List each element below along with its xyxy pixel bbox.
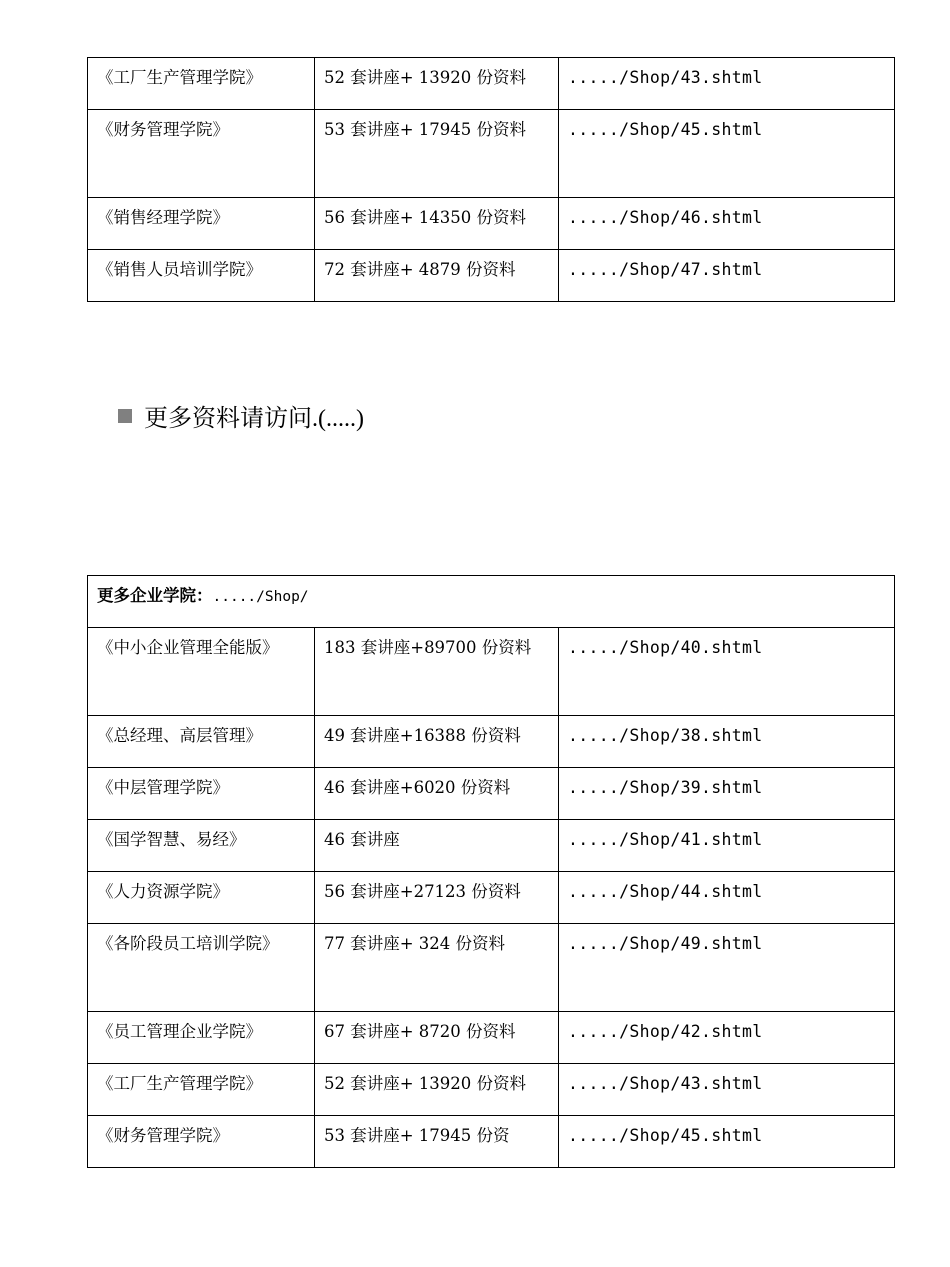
table-row — [88, 628, 895, 716]
table-row — [88, 768, 895, 820]
college-name-cell: 《销售人员培训学院》 — [88, 250, 315, 302]
shop-link-cell[interactable]: ...../Shop/43.shtml — [559, 58, 895, 110]
table-row — [88, 1116, 895, 1168]
table-row — [88, 1012, 895, 1064]
college-name-cell: 《销售经理学院》 — [88, 198, 315, 250]
college-name-cell: 《中层管理学院》 — [88, 768, 315, 820]
square-bullet-icon — [118, 409, 132, 423]
table-row — [88, 250, 895, 302]
course-count-cell: 52 套讲座+ 13920 份资料 — [315, 58, 559, 110]
table-row — [88, 820, 895, 872]
shop-link-cell[interactable]: ...../Shop/47.shtml — [559, 250, 895, 302]
college-name-cell: 《财务管理学院》 — [88, 110, 315, 198]
college-name-cell: 《总经理、高层管理》 — [88, 716, 315, 768]
shop-link-cell[interactable]: ...../Shop/43.shtml — [559, 1064, 895, 1116]
table-row — [88, 198, 895, 250]
table-row — [88, 872, 895, 924]
college-name-cell: 《国学智慧、易经》 — [88, 820, 315, 872]
college-name-cell: 《中小企业管理全能版》 — [88, 628, 315, 716]
course-count-cell: 52 套讲座+ 13920 份资料 — [315, 1064, 559, 1116]
college-name-cell: 《人力资源学院》 — [88, 872, 315, 924]
top-table-body — [88, 58, 895, 302]
course-count-cell: 183 套讲座+89700 份资料 — [315, 628, 559, 716]
shop-link-cell[interactable]: ...../Shop/40.shtml — [559, 628, 895, 716]
course-count-cell: 49 套讲座+16388 份资料 — [315, 716, 559, 768]
college-name-cell: 《工厂生产管理学院》 — [88, 1064, 315, 1116]
college-name-cell: 《财务管理学院》 — [88, 1116, 315, 1168]
shop-link-cell[interactable]: ...../Shop/45.shtml — [559, 110, 895, 198]
course-count-cell: 46 套讲座 — [315, 820, 559, 872]
shop-link-cell[interactable]: ...../Shop/39.shtml — [559, 768, 895, 820]
table-row — [88, 58, 895, 110]
shop-link-cell[interactable]: ...../Shop/38.shtml — [559, 716, 895, 768]
course-count-cell: 53 套讲座+ 17945 份资料 — [315, 110, 559, 198]
bottom-table-body — [88, 576, 895, 1168]
top-courses-table — [87, 57, 895, 302]
shop-link-cell[interactable]: ...../Shop/44.shtml — [559, 872, 895, 924]
table-header-row — [88, 576, 895, 628]
more-colleges-table — [87, 575, 895, 1168]
table-row — [88, 110, 895, 198]
shop-link-cell[interactable]: ...../Shop/41.shtml — [559, 820, 895, 872]
college-name-cell: 《各阶段员工培训学院》 — [88, 924, 315, 1012]
table-row — [88, 924, 895, 1012]
table-row — [88, 716, 895, 768]
table-row — [88, 1064, 895, 1116]
course-count-cell: 67 套讲座+ 8720 份资料 — [315, 1012, 559, 1064]
course-count-cell: 53 套讲座+ 17945 份资 — [315, 1116, 559, 1168]
college-name-cell: 《员工管理企业学院》 — [88, 1012, 315, 1064]
shop-link-cell[interactable]: ...../Shop/45.shtml — [559, 1116, 895, 1168]
course-count-cell: 56 套讲座+ 14350 份资料 — [315, 198, 559, 250]
course-count-cell: 72 套讲座+ 4879 份资料 — [315, 250, 559, 302]
more-info-text: 更多资料请访问.(.....) — [144, 406, 364, 432]
college-name-cell: 《工厂生产管理学院》 — [88, 58, 315, 110]
shop-link-cell[interactable]: ...../Shop/46.shtml — [559, 198, 895, 250]
shop-link-cell[interactable]: ...../Shop/42.shtml — [559, 1012, 895, 1064]
header-link[interactable]: ...../Shop/ — [212, 589, 309, 605]
shop-link-cell[interactable]: ...../Shop/49.shtml — [559, 924, 895, 1012]
course-count-cell: 56 套讲座+27123 份资料 — [315, 872, 559, 924]
table-header-cell — [88, 576, 895, 628]
bullet-line — [118, 398, 364, 433]
course-count-cell: 46 套讲座+6020 份资料 — [315, 768, 559, 820]
header-label: 更多企业学院： — [97, 586, 213, 605]
course-count-cell: 77 套讲座+ 324 份资料 — [315, 924, 559, 1012]
